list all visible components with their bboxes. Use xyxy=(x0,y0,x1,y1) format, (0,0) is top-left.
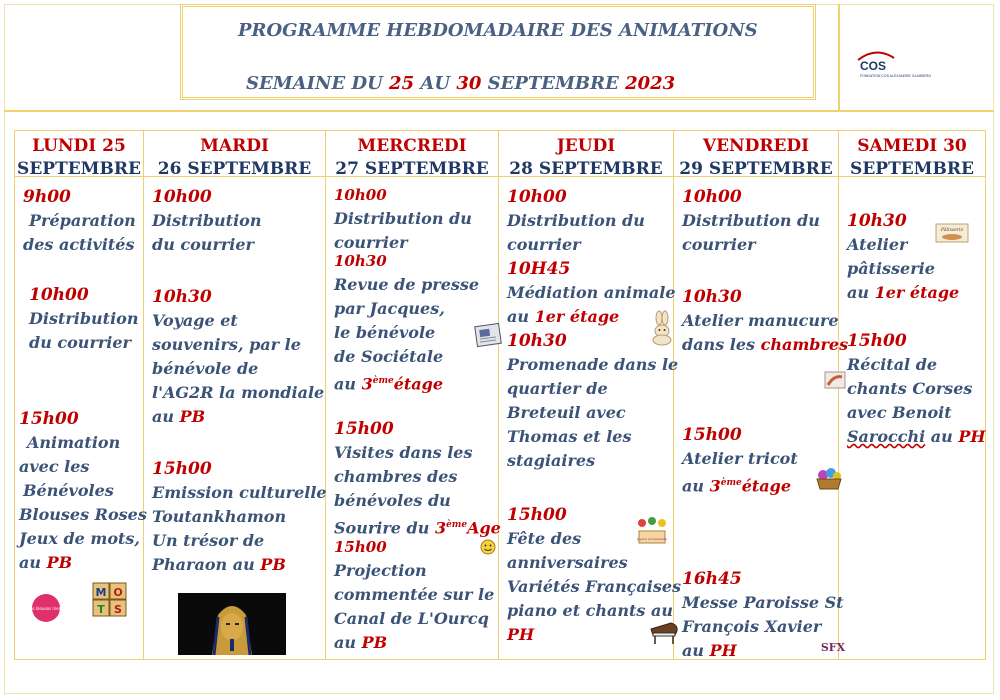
event-mardi-1 xyxy=(152,185,261,257)
event-text: de Sociétale xyxy=(334,347,444,366)
event-text: Jeux de mots, xyxy=(19,529,140,548)
location: PH xyxy=(507,625,535,644)
event-text: Blouses Roses xyxy=(19,505,147,524)
event-time: 15h00 xyxy=(19,409,79,429)
mots-game-icon xyxy=(93,583,127,621)
ordinal: ème xyxy=(372,376,394,386)
event-text: Bénévoles xyxy=(23,481,114,500)
event-text: Sourire du xyxy=(334,518,435,538)
smiley-icon xyxy=(480,539,496,559)
event-text: Age xyxy=(467,518,501,538)
event-time: 15h00 xyxy=(334,419,394,439)
floor: 1er étage xyxy=(874,283,960,302)
event-text: avec Benoit xyxy=(847,403,952,422)
event-time: 10h00 xyxy=(29,285,89,305)
event-vendredi-3 xyxy=(682,423,798,498)
event-text: Distribution xyxy=(152,211,262,230)
event-text: Canal de L'Ourcq xyxy=(334,609,489,628)
day-month: SEPTEMBRE xyxy=(17,159,141,179)
svg-text:les blouses roses: les blouses roses xyxy=(28,606,64,611)
floor: 3 xyxy=(709,476,721,496)
location: PH xyxy=(958,427,986,446)
location: PH xyxy=(709,641,737,660)
event-time: 10h00 xyxy=(152,187,212,207)
event-text: souvenirs, par le xyxy=(152,335,301,354)
event-text: dans les xyxy=(682,335,761,354)
event-text: Médiation animale xyxy=(507,283,676,302)
location: PB xyxy=(361,633,388,652)
event-text: Revue de presse xyxy=(334,275,480,294)
day-name: LUNDI 25 xyxy=(32,136,126,156)
event-text: stagiaires xyxy=(507,451,596,470)
location: PB xyxy=(179,407,206,426)
event-jeudi-3 xyxy=(507,329,678,473)
cos-logo xyxy=(856,48,932,80)
day-month: 29 SEPTEMBRE xyxy=(679,159,833,179)
event-text: au xyxy=(682,641,710,660)
event-text: bénévoles du xyxy=(334,491,451,510)
event-text: au xyxy=(682,476,710,496)
event-text: du courrier xyxy=(29,333,131,352)
svg-text:M: M xyxy=(95,586,107,599)
event-lundi-1 xyxy=(23,185,136,257)
event-text: Un trésor de xyxy=(152,531,265,550)
event-mercredi-3 xyxy=(334,417,501,540)
week-subtitle: SEMAINE DU 25 AU 30 SEPTEMBRE 2023 xyxy=(246,73,676,94)
event-time: 15h00 xyxy=(682,425,742,445)
event-time: 15h00 xyxy=(334,538,387,556)
event-time: 15h00 xyxy=(507,505,567,525)
day-name: VENDREDI xyxy=(702,136,810,156)
event-text: Atelier tricot xyxy=(682,449,798,468)
location: PB xyxy=(260,555,286,574)
schedule-table xyxy=(14,130,986,660)
event-text: courrier xyxy=(334,233,408,252)
svg-text:T: T xyxy=(97,603,105,616)
column-mercredi xyxy=(326,131,499,659)
svg-text:S: S xyxy=(114,603,122,616)
column-samedi xyxy=(839,131,985,659)
event-time: 15h00 xyxy=(152,459,212,479)
event-text: Emission culturelle xyxy=(152,483,327,502)
event-text: du courrier xyxy=(152,235,254,254)
event-time: 10h30 xyxy=(152,287,212,307)
pharaoh-mask-image xyxy=(178,593,286,659)
svg-text:Pâtisserie: Pâtisserie xyxy=(940,228,964,233)
event-text: au xyxy=(19,553,47,572)
event-text: Distribution xyxy=(29,309,139,328)
day-header-lundi xyxy=(15,131,143,177)
svg-text:COS: COS xyxy=(860,59,887,73)
event-text: anniversaires xyxy=(507,553,628,572)
event-text: chants Corses xyxy=(847,379,973,398)
svg-text:SFX: SFX xyxy=(820,641,846,654)
ordinal: ème xyxy=(446,520,468,530)
day-month: 27 SEPTEMBRE xyxy=(335,159,489,179)
event-text: au xyxy=(152,407,180,426)
header-rule xyxy=(4,110,994,112)
event-text: quartier de xyxy=(507,379,608,398)
event-vendredi-1 xyxy=(682,185,820,257)
event-text: Distribution du xyxy=(334,209,472,228)
floor: étage xyxy=(393,374,444,394)
event-text: Variétés Françaises xyxy=(507,577,682,596)
event-jeudi-1 xyxy=(507,185,645,257)
event-time: 10h30 xyxy=(847,211,907,231)
event-text: Promenade dans le xyxy=(507,355,679,374)
event-time: 15h00 xyxy=(847,331,907,351)
event-text: au xyxy=(334,633,362,652)
event-text: courrier xyxy=(682,235,756,254)
day-month: 28 SEPTEMBRE xyxy=(509,159,663,179)
event-text: l'AG2R la mondiale xyxy=(152,383,325,402)
event-text: au xyxy=(847,283,875,302)
location: PB xyxy=(46,553,73,572)
day-header-jeudi xyxy=(499,131,673,177)
event-mercredi-4 xyxy=(334,535,494,655)
event-text: pâtisserie xyxy=(847,259,935,278)
event-text: commentée sur le xyxy=(334,585,495,604)
svg-text:Joyeux Anniversaire: Joyeux Anniversaire xyxy=(637,537,667,541)
event-text: au xyxy=(507,307,535,326)
floor: étage xyxy=(741,476,792,496)
event-text: au xyxy=(334,374,362,394)
event-text: Récital de xyxy=(847,355,938,374)
event-text: Projection xyxy=(334,561,427,580)
day-month: SEPTEMBRE xyxy=(850,159,974,179)
event-text: Thomas et les xyxy=(507,427,632,446)
ordinal: ème xyxy=(720,478,742,488)
day-month: 26 SEPTEMBRE xyxy=(157,159,312,179)
event-text: Atelier xyxy=(847,235,908,254)
event-text: Distribution du xyxy=(507,211,645,230)
svg-text:O: O xyxy=(113,586,123,599)
day-header-mardi xyxy=(144,131,325,177)
birthday-cake-icon xyxy=(635,517,669,551)
event-text: Breteuil avec xyxy=(507,403,626,422)
event-text: Messe Paroisse St xyxy=(682,593,844,612)
event-lundi-2 xyxy=(29,283,138,355)
event-time: 10h30 xyxy=(334,252,387,270)
event-mercredi-2 xyxy=(334,249,479,396)
event-time: 10h00 xyxy=(334,186,387,204)
floor: 1er étage xyxy=(534,307,620,326)
event-text: bénévole de xyxy=(152,359,259,378)
event-text: François Xavier xyxy=(682,617,822,636)
event-text: courrier xyxy=(507,235,581,254)
day-header-mercredi xyxy=(326,131,498,177)
event-text: des activités xyxy=(23,235,135,254)
event-mardi-3 xyxy=(152,457,327,577)
event-vendredi-2 xyxy=(682,285,848,357)
page-title: PROGRAMME HEBDOMADAIRE DES ANIMATIONS xyxy=(238,20,758,41)
event-text: chambres des xyxy=(334,467,458,486)
event-time: 10H45 xyxy=(507,259,571,279)
day-name: JEUDI xyxy=(556,136,616,156)
day-name: SAMEDI 30 xyxy=(857,136,967,156)
day-header-samedi xyxy=(839,131,985,177)
day-name: MARDI xyxy=(200,136,269,156)
event-mardi-2 xyxy=(152,285,324,429)
event-time: 10h30 xyxy=(682,287,742,307)
column-vendredi xyxy=(674,131,849,660)
event-time: 10h30 xyxy=(507,331,567,351)
event-text: Pharaon au xyxy=(152,555,261,574)
column-mardi xyxy=(144,131,326,659)
location: chambres xyxy=(760,335,849,354)
event-text: Animation xyxy=(27,433,121,452)
event-text: Atelier manucure xyxy=(682,311,839,330)
blouses-roses-logo-icon xyxy=(28,593,64,627)
column-lundi xyxy=(15,131,147,659)
event-mercredi-1 xyxy=(334,183,472,255)
event-text: 3 xyxy=(434,518,447,538)
event-text: Voyage et xyxy=(152,311,238,330)
event-text: Toutankhamon xyxy=(152,507,287,526)
day-name: MERCREDI xyxy=(357,136,467,156)
event-lundi-3 xyxy=(19,407,147,575)
floor: 3 xyxy=(361,374,373,394)
column-jeudi xyxy=(499,131,682,659)
event-time: 10h00 xyxy=(682,187,742,207)
event-text: Visites dans les xyxy=(334,443,473,462)
event-text: Distribution du xyxy=(682,211,820,230)
svg-text:FONDATION COS ALEXANDRE GLASBE: FONDATION COS ALEXANDRE GLASBERG xyxy=(860,74,932,78)
event-text: piano et chants au xyxy=(507,601,673,620)
event-text: par Jacques, xyxy=(334,299,445,318)
event-time: 10h00 xyxy=(507,187,567,207)
event-text: Fête des xyxy=(507,529,582,548)
rabbit-icon xyxy=(651,311,673,349)
event-text: au xyxy=(925,427,959,446)
event-text: Sarocchi xyxy=(847,427,926,446)
day-header-vendredi xyxy=(674,131,838,177)
event-samedi-2 xyxy=(847,329,986,449)
event-time: 9h00 xyxy=(23,187,71,207)
event-text: avec les xyxy=(19,457,90,476)
event-time: 16h45 xyxy=(682,569,742,589)
patisserie-icon xyxy=(935,223,969,247)
event-text: Préparation xyxy=(29,211,136,230)
event-text: le bénévole xyxy=(334,323,436,342)
